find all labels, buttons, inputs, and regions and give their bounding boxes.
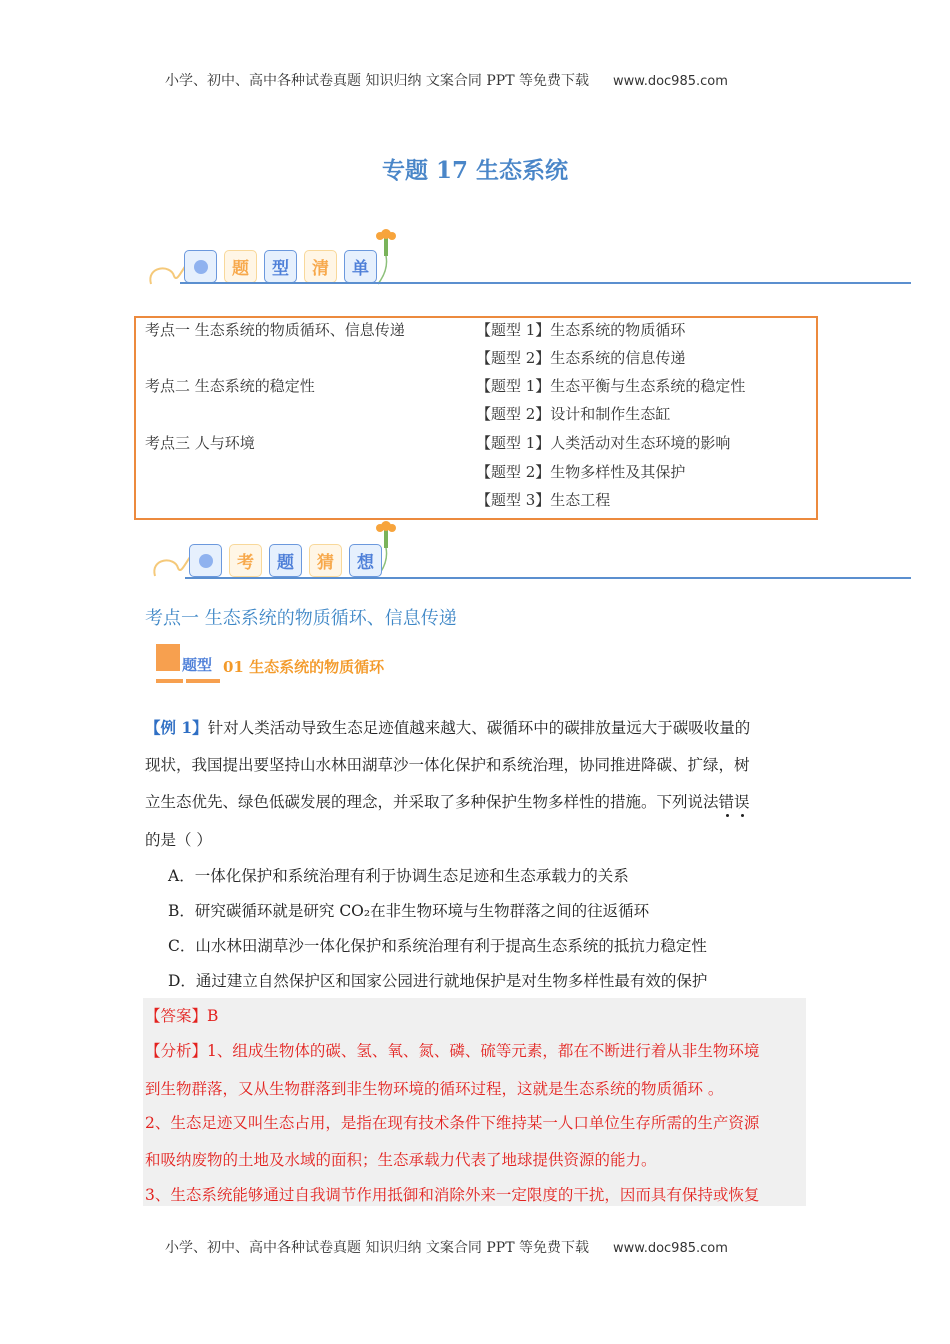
header-link[interactable]: www.doc985.com	[612, 74, 728, 89]
option-b: B．研究碳循环就是研究 CO₂在非生物环境与生物群落之间的往返循环	[168, 902, 650, 920]
outline-type: 【题型 3】生态工程	[476, 491, 611, 509]
type-title: 01 生态系统的物质循环	[223, 658, 385, 676]
type-underline	[186, 679, 220, 683]
outline-type: 【题型 2】生物多样性及其保护	[476, 463, 686, 481]
banner-tile: 题	[224, 250, 257, 283]
example-text: 针对人类活动导致生态足迹值越来越大、碳循环中的碳排放量远大于碳吸收量的	[207, 719, 751, 737]
footer-text: 小学、初中、高中各种试卷真题 知识归纳 文案合同 PPT 等免费下载	[165, 1240, 589, 1256]
example-line: 的是（ ）	[145, 831, 212, 849]
answer-panel	[143, 998, 806, 1206]
option-d: D．通过建立自然保护区和国家公园进行就地保护是对生物多样性最有效的保护	[168, 972, 708, 990]
banner-dot-tile	[189, 544, 222, 577]
example-line	[145, 790, 750, 812]
divider	[185, 577, 911, 579]
outline-type: 【题型 2】设计和制作生态缸	[476, 405, 671, 423]
page-footer	[165, 1237, 728, 1257]
banner-tile: 单	[344, 250, 377, 283]
header-text: 小学、初中、高中各种试卷真题 知识归纳 文案合同 PPT 等免费下载	[165, 73, 589, 89]
banner-tile: 考	[229, 544, 262, 577]
banner-tile: 题	[269, 544, 302, 577]
emphasis-char: 误	[734, 793, 750, 811]
page-header	[165, 70, 728, 90]
type-underline	[156, 679, 183, 683]
example-line	[145, 716, 750, 738]
divider	[180, 282, 911, 284]
banner-tile: 型	[264, 250, 297, 283]
banner-question-types	[184, 250, 377, 283]
example-text: 立生态优先、绿色低碳发展的理念，并采取了多种保护生物多样性的措施。下列说法	[145, 793, 719, 811]
section-heading: 考点一 生态系统的物质循环、信息传递	[145, 608, 457, 629]
banner-tile: 想	[349, 544, 382, 577]
banner-dot-tile	[184, 250, 217, 283]
banner-tile: 清	[304, 250, 337, 283]
outline-topic: 考点一 生态系统的物质循环、信息传递	[145, 321, 405, 339]
emphasis-char: 错	[718, 793, 735, 811]
footer-link[interactable]: www.doc985.com	[612, 1241, 728, 1256]
analysis-line: 2、生态足迹又叫生态占用，是指在现有技术条件下维持某一人口单位生存所需的生产资源	[145, 1114, 760, 1132]
analysis-line: 到生物群落，又从生物群落到非生物环境的循环过程，这就是生态系统的物质循环 。	[145, 1080, 724, 1098]
type-label: 题型	[182, 656, 213, 674]
outline-type: 【题型 2】生态系统的信息传递	[476, 349, 686, 367]
example-label: 【例 1】	[145, 718, 208, 737]
outline-topic: 考点二 生态系统的稳定性	[145, 377, 315, 395]
outline-topic: 考点三 人与环境	[145, 434, 255, 452]
page-title: 专题 17 生态系统	[381, 157, 569, 184]
banner-tile: 猜	[309, 544, 342, 577]
analysis-line: 和吸纳废物的土地及水域的面积；生态承载力代表了地球提供资源的能力。	[145, 1151, 657, 1169]
type-marker-icon	[156, 644, 180, 671]
outline-type: 【题型 1】人类活动对生态环境的影响	[476, 434, 731, 452]
outline-type: 【题型 1】生态系统的物质循环	[476, 321, 686, 339]
option-a: A．一体化保护和系统治理有利于协调生态足迹和生态承载力的关系	[168, 867, 629, 885]
answer-line: 【答案】B	[145, 1007, 219, 1025]
option-c: C．山水林田湖草沙一体化保护和系统治理有利于提高生态系统的抵抗力稳定性	[168, 937, 707, 955]
banner-predictions	[189, 544, 382, 577]
analysis-line: 【分析】1、组成生物体的碳、氢、氧、氮、磷、硫等元素，都在不断进行着从非生物环境	[145, 1042, 760, 1060]
example-line: 现状，我国提出要坚持山水林田湖草沙一体化保护和系统治理，协同推进降碳、扩绿，树	[145, 756, 750, 774]
analysis-line: 3、生态系统能够通过自我调节作用抵御和消除外来一定限度的干扰，因而具有保持或恢复	[145, 1186, 760, 1204]
outline-type: 【题型 1】生态平衡与生态系统的稳定性	[476, 377, 746, 395]
